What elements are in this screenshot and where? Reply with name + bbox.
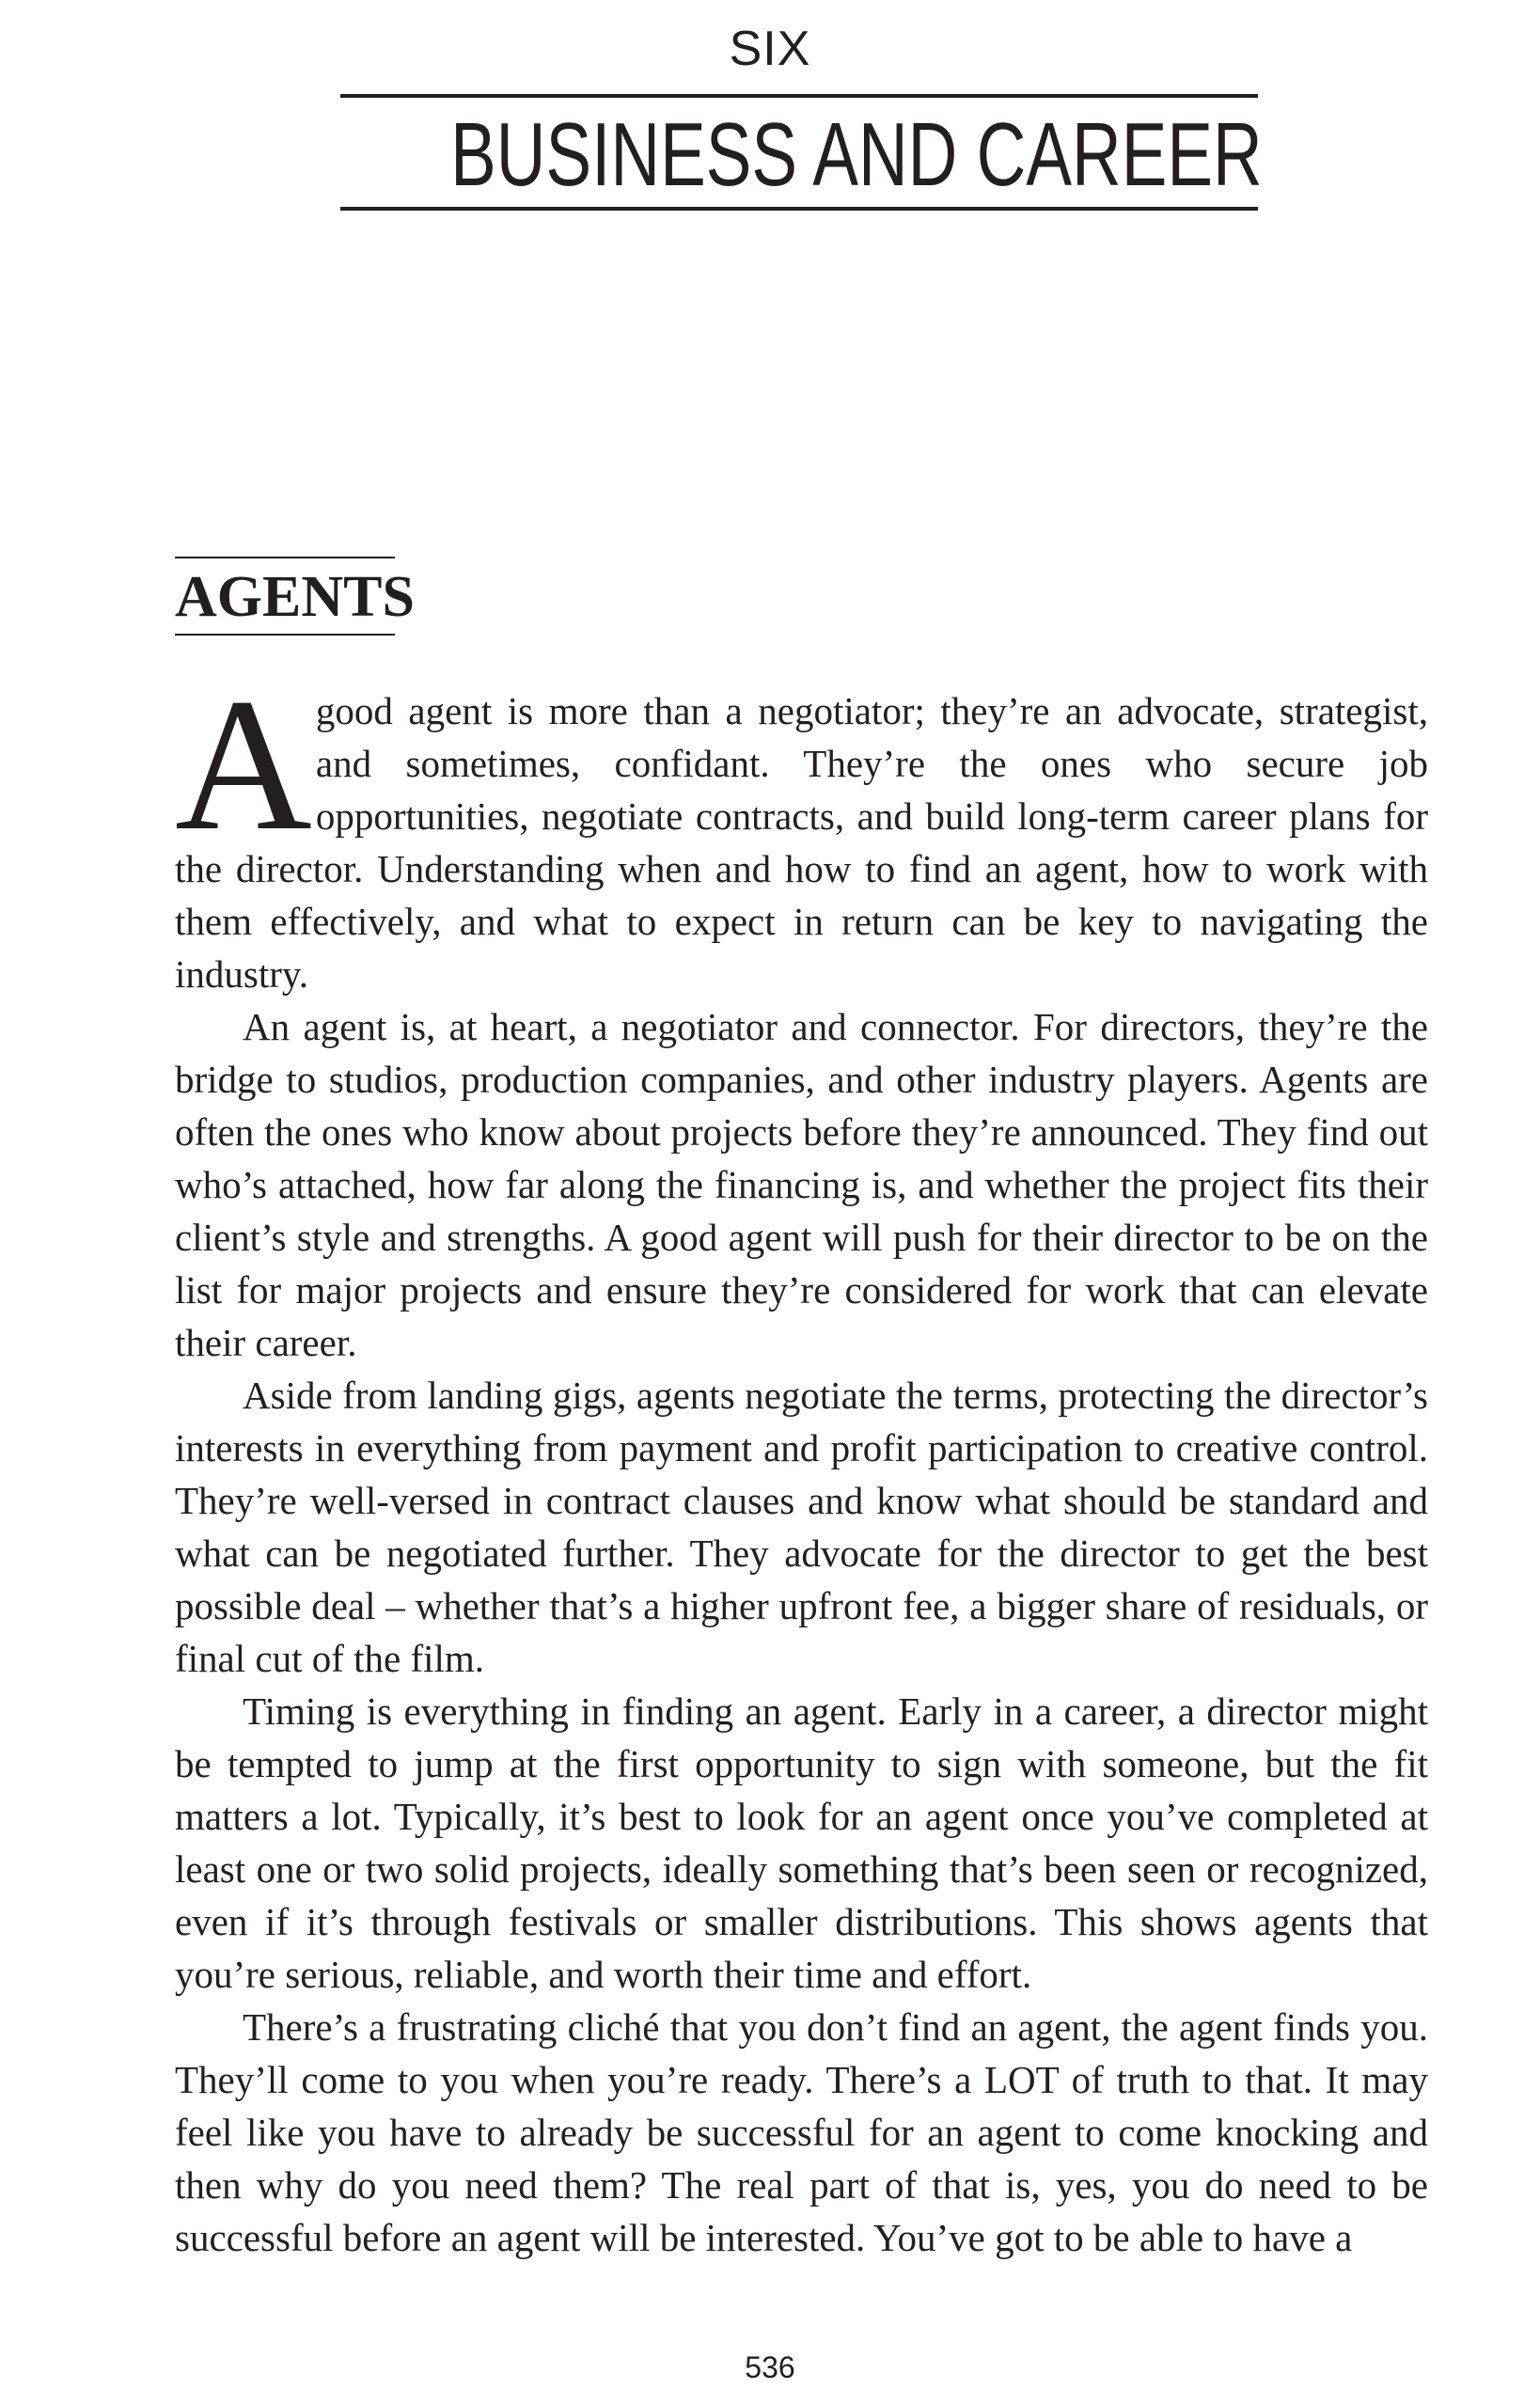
- chapter-title-top-rule: [340, 94, 1258, 98]
- paragraph: There’s a frustrating cliché that you don’t find an agent, the agent finds you. They’ll come to you when you’re ready. There’s a LOT of truth to that. It may feel like you have to already be successful for an agent to come knocking and then why do you need them? The real part of that is, yes, you do need to be successful before an agent will be interested. You’ve got to be able to have a: [175, 2005, 1428, 2259]
- page-number: 536: [745, 2350, 795, 2384]
- section-heading-top-rule: [175, 557, 395, 558]
- paragraph-text: good agent is more than a negotiator; they’re an advocate, strategist, and sometimes, confidant. They’re the ones who secure job opportunities, negotiate contracts, and build long-term career plans for the director. Understanding when and how to find an agent, how to work with them effectively, and what to expect in return can be key to navigating the industry.: [175, 689, 1428, 996]
- body-text: [175, 659, 1428, 2264]
- chapter-number: SIX: [729, 22, 811, 76]
- chapter-title-bottom-rule: [340, 207, 1258, 211]
- paragraph: [175, 659, 1428, 1000]
- paragraph: Aside from landing gigs, agents negotiate the terms, protecting the director’s interests in everything from payment and profit participation to creative control. They’re well-versed in contract clauses and know what should be standard and what can be negotiated further. They advocate for the director to get the best possible deal – whether that’s a higher upfront fee, a bigger share of residuals, or final cut of the film.: [175, 1374, 1428, 1680]
- paragraph: Timing is everything in finding an agent. Early in a career, a director might be tempted to jump at the first opportunity to sign with someone, but the fit matters a lot. Typically, it’s best to look for an agent once you’ve completed at least one or two solid projects, ideally something that’s been seen or recognized, even if it’s through festivals or smaller distributions. This shows agents that you’re serious, reliable, and worth their time and effort.: [175, 1689, 1428, 1996]
- section-heading: AGENTS: [175, 565, 415, 629]
- chapter-title: BUSINESS AND CAREER: [450, 104, 1263, 205]
- section-heading-bottom-rule: [175, 634, 395, 636]
- paragraph: An agent is, at heart, a negotiator and connector. For directors, they’re the bridge to studios, production companies, and other industry players. Agents are often the ones who know about projects before they’re announced. They find out who’s attached, how far along the financing is, and whether the project fits their client’s style and strengths. A good agent will push for their director to be on the list for major projects and ensure they’re considered for work that can elevate their career.: [175, 1005, 1428, 1364]
- drop-cap: A: [175, 659, 312, 870]
